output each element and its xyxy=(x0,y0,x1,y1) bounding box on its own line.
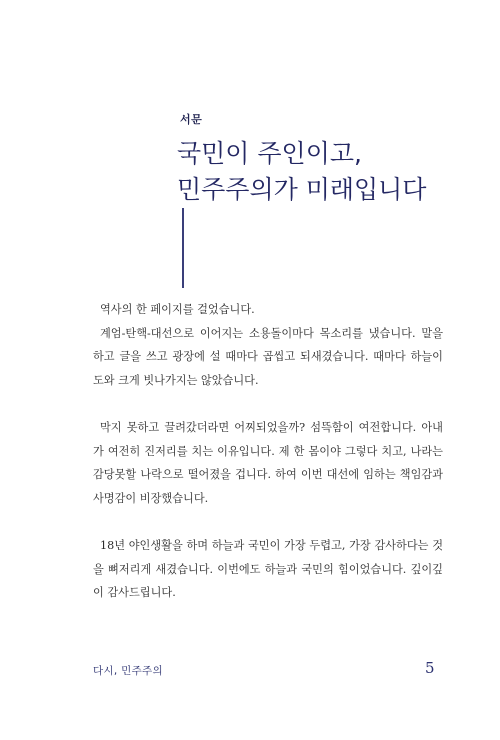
paragraph-3: 막지 못하고 끌려갔더라면 어찌되었을까? 섬뜩함이 여전합니다. 아내가 여전히 진저리를 치는 이유입니다. 제 한 몸이야 그렇다 치고, 나라는 감당못할 나락으로 떨어졌을 겁니다. 하여 이번 대선에 임하는 책임감과 사명감이 비장했습니다. xyxy=(93,420,443,505)
page-title-line-2: 민주주의가 미래입니다 xyxy=(177,175,427,204)
vertical-divider xyxy=(182,208,184,288)
page-title-line-1: 국민이 주인이고, xyxy=(177,139,362,168)
paragraph-1: 역사의 한 페이지를 걸었습니다. xyxy=(100,303,255,316)
body-text xyxy=(93,298,443,605)
section-label: 서문 xyxy=(180,113,203,126)
paragraph-4: 18년 야인생활을 하며 하늘과 국민이 가장 두렵고, 가장 감사하다는 것을 뼈저리게 새겼습니다. 이번에도 하늘과 국민의 힘이었습니다. 깊이깊이 감사드립니다. xyxy=(93,538,443,600)
page-number: 5 xyxy=(425,659,435,677)
paragraph-2: 계엄-탄핵-대선으로 이어지는 소용돌이마다 목소리를 냈습니다. 말을 하고 글을 쓰고 광장에 설 때마다 곱씹고 되새겼습니다. 때마다 하늘이 도와 크게 빗나가지는 않았습니다. xyxy=(93,326,443,387)
page-title xyxy=(177,136,477,208)
footer-book-title: 다시, 민주주의 xyxy=(93,665,163,677)
